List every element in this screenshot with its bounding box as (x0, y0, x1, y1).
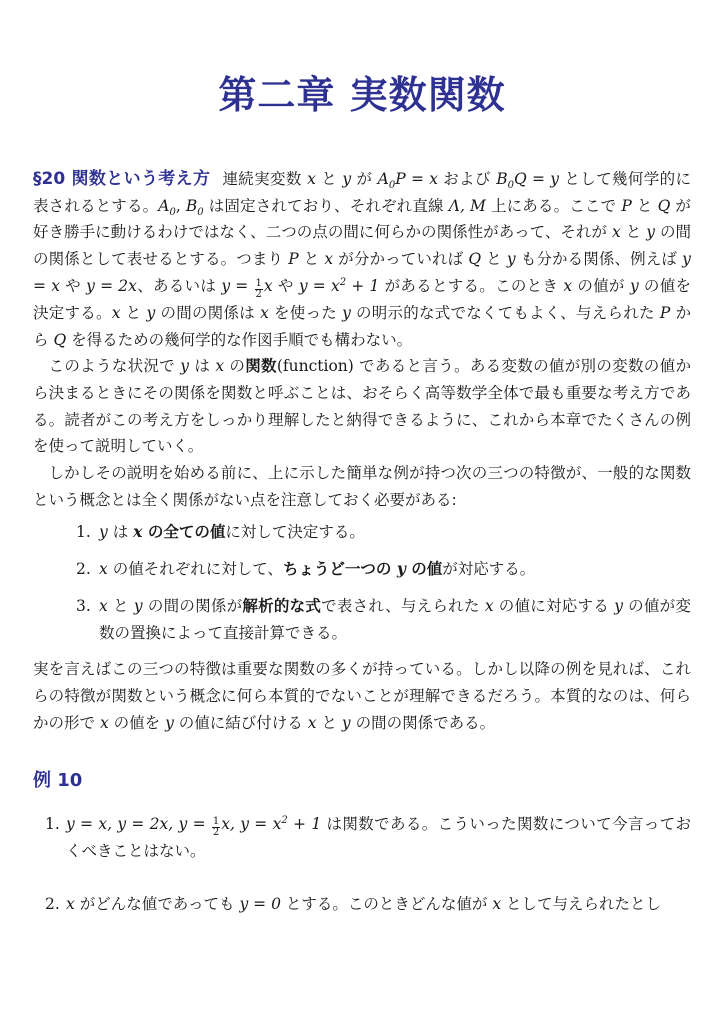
fraction: $\frac{1}{2}$ (255, 277, 262, 300)
paragraph-2: このような状況で y は x の関数(function) であると言う。ある変数の値が別の変数の値から決まるときにその関係を関数と呼ぶことは、おそらく高等数学全体で最も重要な考え方である。読者がこの考え方をしっかり理解したと納得できるように、これから本章でたくさんの例を使って説明していく。 (33, 357, 691, 456)
chapter-title: 第二章 実数関数 (218, 73, 506, 117)
list-item: 1. y は x の全ての値に対して決定する。 (76, 522, 365, 542)
paragraph-4: 実を言えばこの三つの特徴は重要な関数の多くが持っている。しかし以降の例を見れば、これらの特徴が関数という概念に何ら本質的でないことが理解できるだろう。本質的なのは、何らかの形で x の値を y の値に結び付ける x と y の間の関係である。 (33, 660, 691, 732)
feature-list (33, 519, 691, 646)
list-item: 3. x と y の間の関係が解析的な式で表され、与えられた x の値に対応する y の値が変数の置換によって直接計算できる。 (76, 596, 691, 642)
paragraph-3: しかしその説明を始める前に、上に示した簡単な例が持つ次の三つの特徴が、一般的な関数という概念とは全く関係がない点を注意しておく必要がある: (33, 464, 691, 509)
paragraph-1: §20 関数という考え方 連続実変数 x と y が $A_0P = x$ および $B_0Q = y$ として幾何学的に表されるとする。$A_0$, $B_0$ は固定されており、それぞれ直線 Λ, M 上にある。ここで P と Q が好き勝手に動けるわけではなく、二つの点の間に何らかの関係性があって、それが x と y の間の関係として表せるとする。つまり P と x が分かっていれば Q と y も分かる関係、例えば y = x や y = 2x、あるいは y = $\frac{1}{2}$ x や $y = x^2 + 1$ があるとする。このとき x の値が y の値を決定する。x と y の間の関係は x を使った y の明示的な式でなくてもよく、与えられた P から Q を得るための幾何学的な作図手順でも構わない。 (33, 169, 691, 349)
fraction: $\frac{1}{2}$ (212, 816, 220, 839)
example-item: 2. x がどんな値であっても y = 0 とする。このときどんな値が x として与えられたとし (45, 894, 662, 913)
section-heading: §20 関数という考え方 (33, 169, 211, 189)
page-content (33, 166, 691, 943)
example-item: 1. y = x, y = 2x, y = $\frac{1}{2}$ x, $y = x^2 + 1$ は関数である。こういった関数について今言っておくべきことはない。 (45, 814, 692, 861)
example-heading: 例 10 (33, 770, 83, 792)
list-item: 2. x の値それぞれに対して、ちょうど一つの y の値が対応する。 (76, 559, 536, 579)
